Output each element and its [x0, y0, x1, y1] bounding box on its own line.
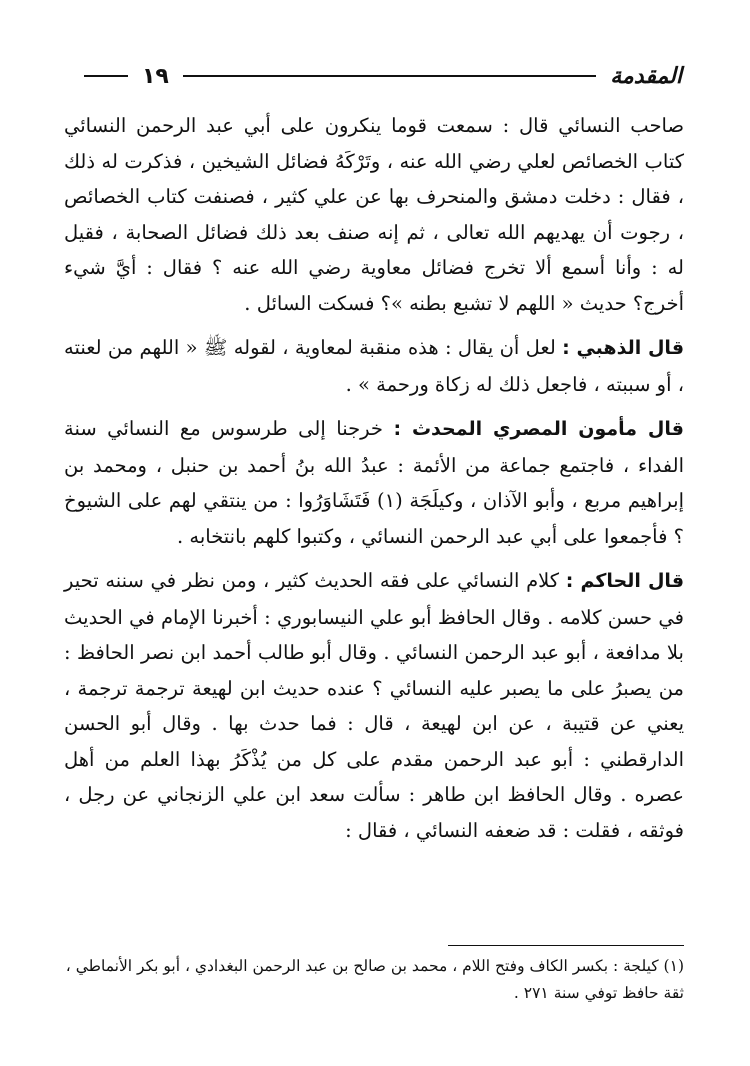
speaker-label: قال مأمون المصري المحدث :	[393, 418, 684, 440]
paragraph-text: صاحب النسائي قال : سمعت قوما ينكرون على أبي عبد الرحمن النسائي كتاب الخصائص لعلي رضي الله عنه ، وتَرْكَهُ فضائل الشيخين ، فذكرت له ذلك ، فقال : دخلت دمشق والمنحرف بها عن علي كثير ، فصنفت كتاب الخصائص ، رجوت أن يهديهم الله تعالى ، ثم إنه صنف بعد ذلك فضائل الصحابة ، فقيل له : وأنا أسمع ألا تخرج فضائل معاوية رضي الله عنه ؟ فقال : أيَّ شيء أخرج؟ حديث « اللهم لا تشبع بطنه »؟ فسكت السائل .	[64, 114, 684, 315]
paragraph	[64, 563, 684, 848]
speaker-label: قال الذهبي :	[562, 337, 685, 359]
paragraph	[64, 330, 684, 402]
header-rule-short	[84, 75, 128, 77]
paragraph-text: خرجنا إلى طرسوس مع النسائي سنة الفداء ، فاجتمع جماعة من الأئمة : عبدُ الله بنُ أحمد بن حنبل ، ومحمد بن إبراهيم مربع ، وأبو الآذان ، وكيلَجَة (١) فَتَشَاوَرُوا : من ينتقي لهم على الشيوخ ؟ فأجمعوا على أبي عبد الرحمن النسائي ، وكتبوا كلهم بانتخابه .	[64, 417, 684, 548]
page-number: ١٩	[142, 63, 169, 89]
paragraph-text: لعل أن يقال : هذه منقبة لمعاوية ، لقوله ﷺ « اللهم من لعنته ، أو سببته ، فاجعل ذلك له زكاة ورحمة » .	[64, 336, 684, 396]
main-text	[64, 108, 684, 857]
header-rule	[183, 75, 596, 77]
paragraph	[64, 411, 684, 554]
speaker-label: قال الحاكم :	[565, 570, 685, 592]
footnote-rule	[448, 945, 684, 946]
chapter-title: المقدمة	[610, 63, 682, 89]
paragraph-text: كلام النسائي على فقه الحديث كثير ، ومن نظر في سننه تحير في حسن كلامه . وقال الحافظ أبو علي النيسابوري : أخبرنا الإمام في الحديث بلا مدافعة ، أبو عبد الرحمن النسائي . وقال أبو طالب أحمد ابن نصر الحافظ : من يصبرُ على ما يصبر عليه النسائي ؟ عنده حديث ابن لهيعة ترجمة ترجمة ، يعني عن قتيبة ، عن ابن لهيعة ، قال : فما حدث بها . وقال أبو الحسن الدارقطني : أبو عبد الرحمن مقدم على كل من يُذْكَرُ بهذا العلم من أهل عصره . وقال الحافظ ابن طاهر : سألت سعد ابن علي الزنجاني عن رجل ، فوثقه ، فقلت : قد ضعفه النسائي ، فقال :	[64, 569, 684, 842]
footnote: (١) كيلجة : بكسر الكاف وفتح اللام ، محمد بن صالح بن عبد الرحمن البغدادي ، أبو بكر الأنماطي ، ثقة حافظ توفي سنة ٢٧١ .	[65, 957, 684, 1002]
running-header	[70, 56, 682, 96]
paragraph	[64, 108, 684, 321]
